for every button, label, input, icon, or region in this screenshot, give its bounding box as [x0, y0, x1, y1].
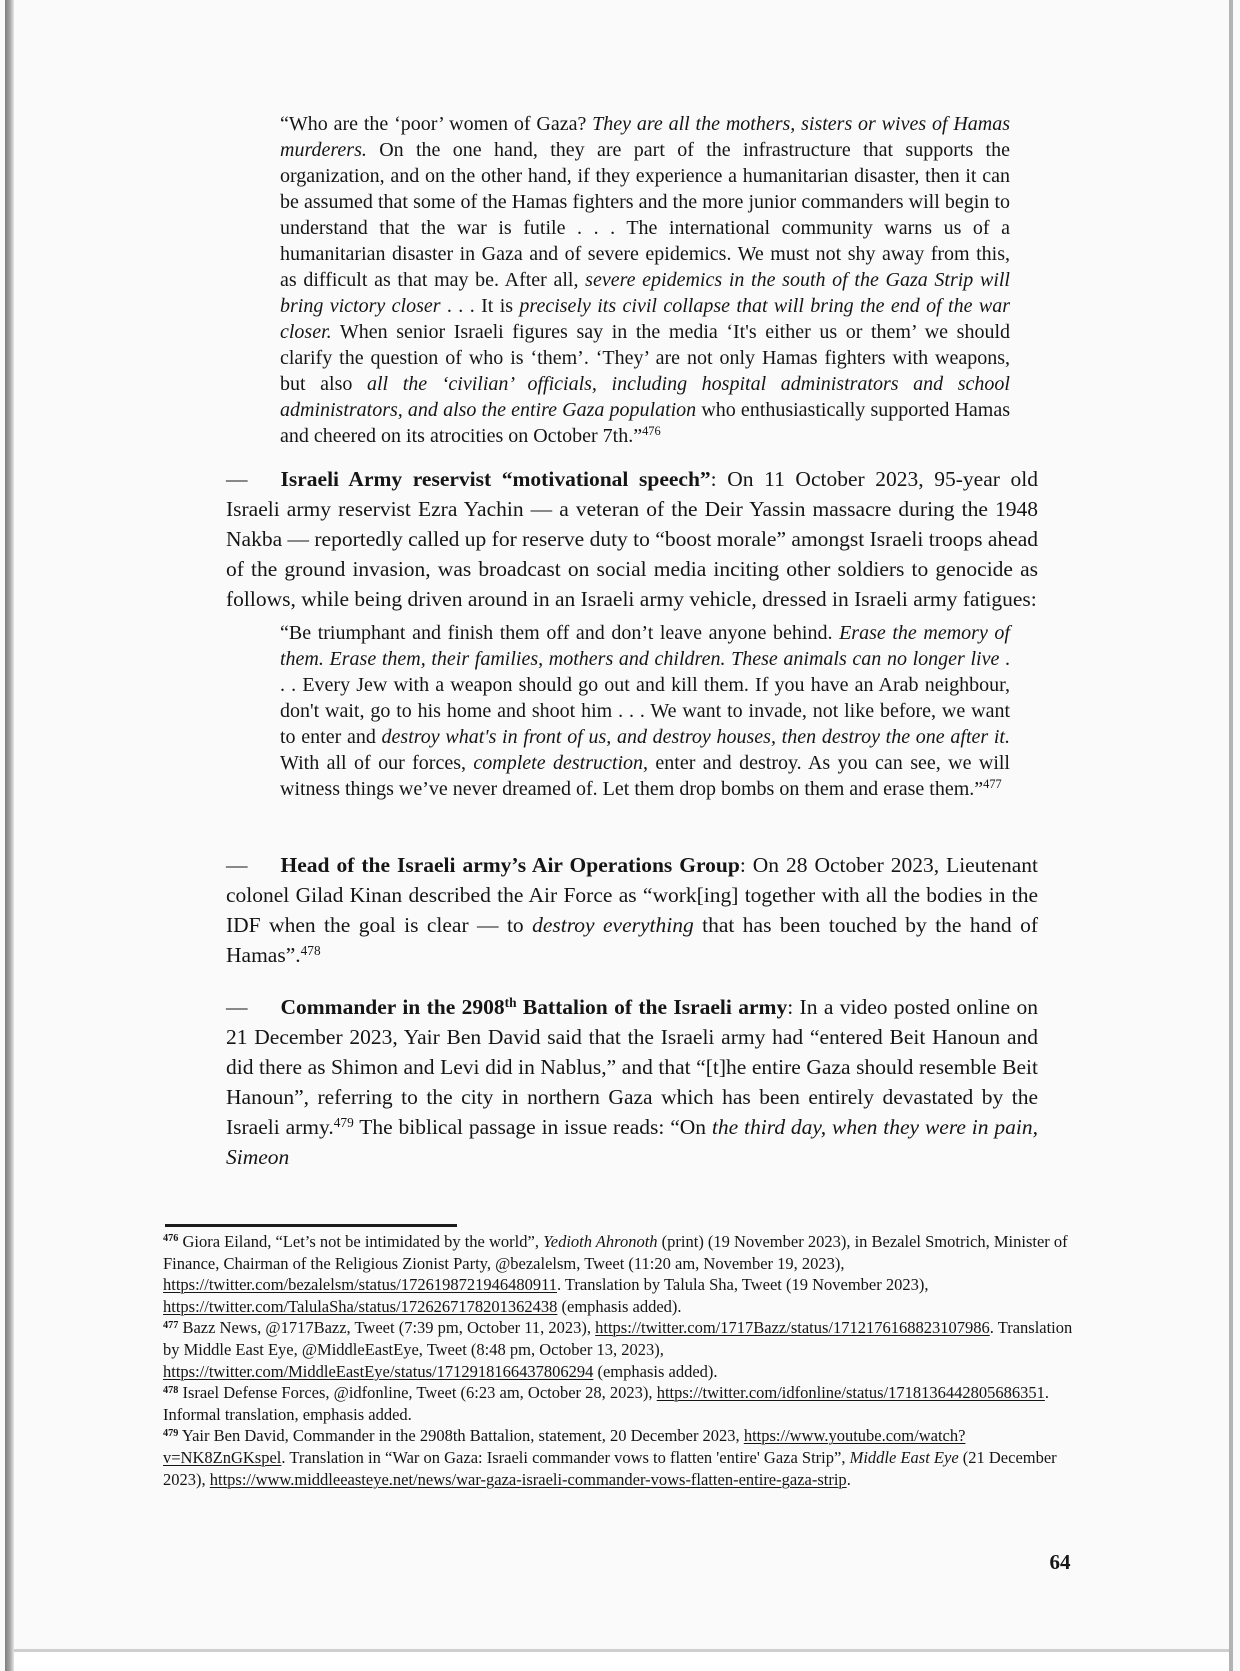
body-text: , enter and destroy. As you can see, we will witness things we’ve never dreamed of. Let them drop bombs on them and erase them.” — [280, 752, 1010, 800]
emphasis-text: destroy everything — [532, 913, 694, 937]
body-text: . Translation in “War on Gaza: Israeli commander vows to flatten 'entire' Gaza Strip”, — [281, 1447, 850, 1467]
footnote-476 — [163, 1231, 1078, 1317]
footnote-479 — [163, 1425, 1078, 1490]
body-text: “Be triumphant and finish them off and don’t leave anyone behind. — [280, 622, 840, 644]
body-text: : On 11 October 2023, 95-year old Israeli army reservist Ezra Yachin — a veteran of the Deir Yassin massacre during the 1948 Nakba — reportedly called up for reserve duty to “boost morale” amongst Israeli troops ahead of the ground invasion, was broadcast on social media inciting other soldiers to genocide as follows, while being driven around in an Israeli army vehicle, dressed in Israeli army fatigues: — [226, 467, 1038, 611]
block-quote-quote-eiland — [280, 111, 1010, 449]
emphasis-text: severe epidemics in the south of the Gaza Strip will bring victory closer — [280, 269, 1010, 317]
paragraph-item-reservist — [226, 464, 1038, 614]
ordinal-suffix: th — [504, 994, 517, 1010]
bold-lead-text: Head of the Israeli army’s Air Operations Group — [280, 853, 740, 877]
body-text: . Informal translation, emphasis added. — [163, 1383, 1050, 1424]
body-text: : In a video posted online on 21 December 2023, Yair Ben David said that the Israeli army had “entered Beit Hanoun and did there as Shimon and Levi did in Nablus,” and that “[t]he entire Gaza should resemble Beit Hanoun”, referring to the city in northern Gaza which has been entirely devastated by the Israeli army. — [226, 995, 1038, 1139]
body-text: (print) (19 November 2023), in Bezalel Smotrich, Minister of Finance, Chairman of the Religious Zionist Party, @bezalelsm, Tweet (11:20 am, November 19, 2023), — [163, 1232, 1068, 1273]
body-text: With all of our forces, — [280, 752, 474, 774]
body-text: Israel Defense Forces, @idfonline, Tweet (6:23 am, October 28, 2023), — [178, 1383, 657, 1403]
below-page-area — [14, 1652, 1229, 1671]
footnote-link[interactable]: https://twitter.com/bezalelsm/status/1726198721946480911 — [163, 1275, 557, 1295]
emphasis-text: the third day, when they were in pain, Simeon — [226, 1115, 1038, 1169]
body-text: that has been touched by the hand of Hamas”. — [226, 913, 1038, 967]
footnote-link[interactable]: https://www.youtube.com/watch?v=NK8ZnGKspel — [163, 1426, 966, 1467]
body-text: — — [226, 467, 248, 491]
body-text: — — [226, 995, 248, 1019]
body-text: . Translation by Middle East Eye, @MiddleEastEye, Tweet (8:48 pm, October 13, 2023), — [163, 1318, 1073, 1359]
footnote-link[interactable]: https://twitter.com/1717Bazz/status/1712176168823107986 — [595, 1318, 990, 1338]
body-text: : On 28 October 2023, Lieutenant colonel Gilad Kinan described the Air Force as “work[ing] together with all the bodies in the IDF when the goal is clear — to — [226, 853, 1038, 937]
page-number: 64 — [1049, 1550, 1071, 1574]
footnote-link[interactable]: https://twitter.com/idfonline/status/1718136442805686351 — [656, 1383, 1045, 1403]
body-text: . — [846, 1469, 851, 1489]
footnote-separator — [165, 1224, 457, 1227]
body-text: (21 December 2023), — [163, 1447, 1057, 1489]
body-text: who enthusiastically supported Hamas and cheered on its atrocities on October 7th.” — [280, 399, 1010, 447]
footnote-ref: 478 — [300, 942, 321, 958]
body-text: . . . Every Jew with a weapon should go out and kill them. If you have an Arab neighbour, don't wait, go to his home and shoot him . . . We want to invade, not like before, we want to enter and — [280, 648, 1010, 748]
footnote-ref: 477 — [983, 777, 1002, 792]
footnote-ref: 476 — [642, 424, 661, 439]
footnote-link[interactable]: https://www.middleeasteye.net/news/war-gaza-israeli-commander-vows-flatten-entire-gaza-strip — [209, 1469, 847, 1489]
body-text: Bazz News, @1717Bazz, Tweet (7:39 pm, October 11, 2023), — [178, 1318, 596, 1338]
emphasis-text: Yedioth Ahronoth — [543, 1232, 658, 1251]
bold-lead-text: Israeli Army reservist “motivational speech” — [280, 467, 711, 491]
paragraph-item-2908-battalion — [226, 992, 1038, 1172]
body-text: (emphasis added). — [593, 1361, 718, 1381]
footnote-478 — [163, 1382, 1078, 1425]
emphasis-text: destroy what's in front of us, and destroy houses, then destroy the one after it. — [381, 726, 1010, 748]
footnote-number: 476 — [163, 1233, 179, 1245]
emphasis-text: Erase the memory of them. Erase them, their families, mothers and children. These animals can no longer live — [280, 622, 1010, 670]
emphasis-text: They are all the mothers, sisters or wives of Hamas murderers. — [280, 113, 1010, 161]
block-quote-quote-yachin — [280, 620, 1010, 802]
emphasis-text: Middle East Eye — [849, 1447, 959, 1467]
footnote-link[interactable]: https://twitter.com/TalulaSha/status/1726267178201362438 — [163, 1296, 558, 1316]
body-text: . Translation by Talula Sha, Tweet (19 November 2023), — [556, 1275, 929, 1295]
emphasis-text: all the ‘civilian’ officials, including hospital administrators and school administrators, and also the entire Gaza population — [280, 373, 1010, 421]
footnote-number: 478 — [163, 1384, 179, 1396]
emphasis-text: precisely its civil collapse that will bring the end of the war closer. — [280, 295, 1010, 343]
footnote-477 — [163, 1317, 1078, 1382]
body-text: On the one hand, they are part of the infrastructure that supports the organization, and on the other hand, if they experience a humanitarian disaster, then it can be assumed that some of the Hamas fighters and the more junior commanders will begin to understand that the war is futile . . . The international community warns us of a humanitarian disaster in Gaza and of severe epidemics. We must not shy away from this, as difficult as that may be. After all, — [280, 139, 1010, 291]
body-text: The biblical passage in issue reads: “On — [353, 1115, 712, 1139]
emphasis-text: complete destruction — [473, 752, 644, 774]
footnote-link[interactable]: https://twitter.com/MiddleEastEye/status/1712918166437806294 — [163, 1361, 594, 1381]
body-text: — — [226, 853, 248, 877]
footnote-number: 477 — [163, 1319, 179, 1331]
body-text: When senior Israeli figures say in the media ‘It's either us or them’ we should clarify the question of who is ‘them’. ‘They’ are not only Hamas fighters with weapons, but also — [280, 321, 1010, 395]
footnotes-section — [163, 1231, 1078, 1490]
bold-lead-text: Commander in the 2908 — [280, 995, 505, 1019]
body-text: Giora Eiland, “Let’s not be intimidated by the world”, — [178, 1232, 544, 1251]
body-text: . . . It is — [440, 295, 520, 317]
body-text: “Who are the ‘poor’ women of Gaza? — [280, 113, 593, 135]
paragraph-item-air-operations — [226, 850, 1038, 970]
bold-lead-text: Battalion of the Israeli army — [516, 995, 788, 1019]
footnote-number: 479 — [163, 1427, 179, 1439]
page-right-edge — [1229, 0, 1233, 1671]
page-left-edge — [5, 0, 14, 1671]
body-text: Yair Ben David, Commander in the 2908th Battalion, statement, 20 December 2023, — [178, 1426, 744, 1446]
footnote-ref: 479 — [333, 1114, 354, 1130]
body-text: (emphasis added). — [557, 1296, 682, 1316]
